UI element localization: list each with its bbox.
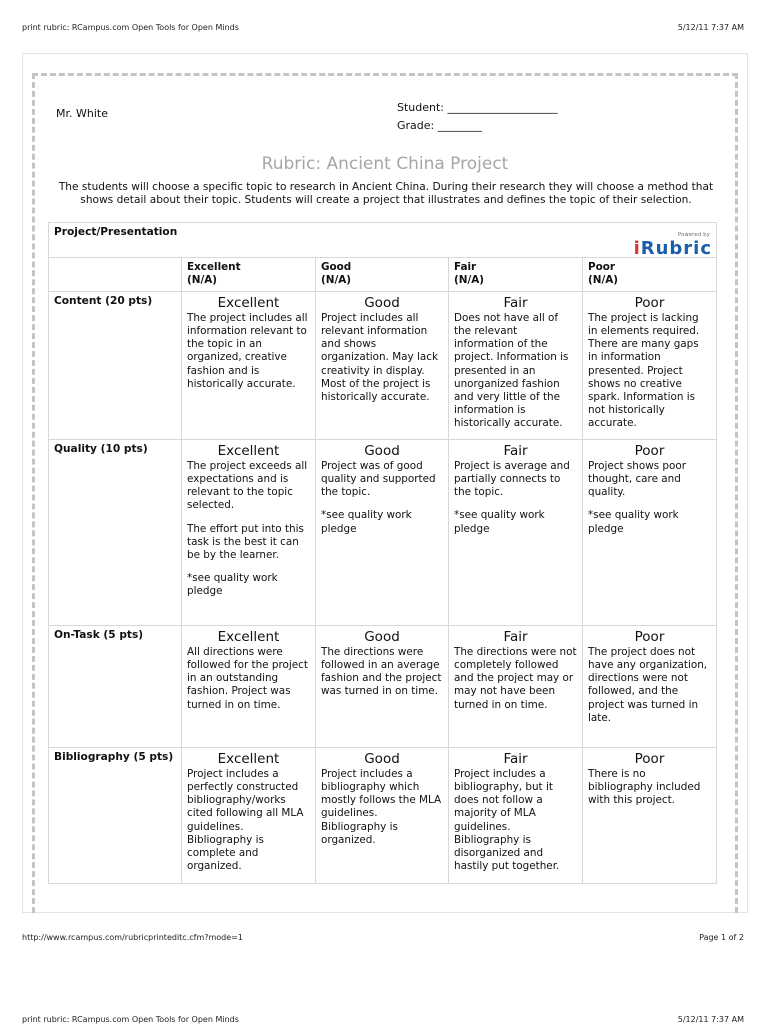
rubric-cell	[449, 292, 583, 440]
cell-description: Project shows poor thought, care and quality.	[588, 460, 687, 499]
next-page-header-datetime: 5/12/11 7:37 AM	[677, 1015, 744, 1024]
cell-description: *see quality work pledge	[187, 571, 278, 597]
grade-field: Grade: ________	[397, 119, 482, 132]
cell-level-title: Excellent	[217, 295, 280, 312]
cell-description: The directions were not completely followed and the project may or may not have been turned in on time.	[454, 646, 577, 711]
rubric-cell	[583, 626, 717, 748]
footer-page-number: Page 1 of 2	[699, 933, 744, 942]
level-header-good	[316, 258, 449, 292]
level-points: (N/A)	[588, 274, 619, 287]
levels-header-row	[49, 258, 717, 292]
rubric-cell	[583, 440, 717, 626]
cell-level-title: Excellent	[217, 751, 280, 768]
rubric-cell	[583, 292, 717, 440]
level-points: (N/A)	[454, 274, 485, 287]
cell-description: The project exceeds all expectations and is relevant to the topic selected.	[187, 460, 308, 512]
section-row	[49, 223, 717, 258]
cell-level-title: Good	[364, 295, 400, 312]
rubric-cell	[316, 292, 449, 440]
cell-level-title: Good	[364, 443, 400, 460]
cell-level-title: Excellent	[217, 443, 280, 460]
cell-description: The project includes all information relevant to the topic in an organized, creative fashion and is historically accurate.	[187, 312, 308, 390]
rubric-cell	[316, 748, 449, 884]
rubric-cell	[182, 292, 316, 440]
rubric-description: The students will choose a specific topic to research in Ancient China. During their research they will choose a method that shows detail about their topic. Students will create a project that illustrates and defines the topic of their selection.	[58, 181, 714, 206]
cell-description: Project is average and partially connects to the topic.	[454, 460, 570, 499]
cell-level-title: Fair	[503, 295, 528, 312]
cell-level-title: Poor	[634, 629, 665, 646]
cell-description: Does not have all of the relevant information of the project. Information is presented in an unorganized fashion and very little of the information is historically accurate.	[454, 312, 569, 429]
cell-level-title: Poor	[634, 751, 665, 768]
rubric-cell	[316, 440, 449, 626]
level-points: (N/A)	[187, 274, 218, 287]
cell-description: *see quality work pledge	[454, 509, 545, 535]
student-grade-block	[397, 99, 558, 135]
rubric-cell	[182, 440, 316, 626]
cell-level-title: Good	[364, 751, 400, 768]
criterion-row	[49, 626, 717, 748]
logo-i: i	[633, 238, 641, 260]
teacher-name: Mr. White	[56, 107, 108, 120]
cell-description: All directions were followed for the project in an outstanding fashion. Project was turned in on time.	[187, 646, 308, 711]
cell-level-title: Poor	[634, 295, 665, 312]
cell-level-title: Excellent	[217, 629, 280, 646]
level-name: Excellent	[187, 261, 241, 273]
cell-description: Project includes all relevant information and shows organization. May lack creativity in display. Most of the project is historically accurate.	[321, 312, 438, 403]
powered-by-text: Powered by	[678, 232, 711, 238]
browser-header-datetime: 5/12/11 7:37 AM	[677, 23, 744, 32]
cell-level-title: Fair	[503, 751, 528, 768]
level-name: Poor	[588, 261, 616, 273]
cell-description: The effort put into this task is the best it can be by the learner.	[187, 522, 304, 561]
cell-description: Project was of good quality and supported the topic.	[321, 460, 436, 499]
student-field: Student: ____________________	[397, 101, 558, 114]
rubric-page	[22, 53, 748, 913]
criteria-body	[49, 292, 717, 884]
criterion-name: On-Task (5 pts)	[49, 626, 182, 748]
cell-description: Project includes a bibliography which mostly follows the MLA guidelines. Bibliography is organized.	[321, 768, 442, 846]
criterion-name: Quality (10 pts)	[49, 440, 182, 626]
cell-description: Project includes a perfectly constructed bibliography/works cited following all MLA guidelines. Bibliography is complete and organized.	[187, 768, 304, 872]
blank-header-cell	[49, 258, 182, 292]
cell-level-title: Good	[364, 629, 400, 646]
level-header-poor	[583, 258, 717, 292]
criterion-row	[49, 440, 717, 626]
rubric-cell	[182, 748, 316, 884]
level-points: (N/A)	[321, 274, 352, 287]
cell-level-title: Poor	[634, 443, 665, 460]
browser-header-title: print rubric: RCampus.com Open Tools for Open Minds	[22, 23, 239, 32]
rubric-cell	[449, 748, 583, 884]
cell-description: The project does not have any organization, directions were not followed, and the project was turned in late.	[588, 646, 708, 724]
irubric-logo	[634, 229, 712, 258]
logo-rubric: Rubric	[640, 238, 713, 260]
rubric-cell	[449, 626, 583, 748]
level-name: Good	[321, 261, 352, 273]
criterion-name: Bibliography (5 pts)	[49, 748, 182, 884]
rubric-cell	[583, 748, 717, 884]
irubric-logo-text	[634, 238, 712, 259]
cell-description: *see quality work pledge	[588, 509, 679, 535]
level-header-fair	[449, 258, 583, 292]
rubric-title: Rubric: Ancient China Project	[261, 154, 509, 174]
rubric-cell	[449, 440, 583, 626]
level-name: Fair	[454, 261, 477, 273]
cell-description: Project includes a bibliography, but it does not follow a majority of MLA guidelines. Bibliography is disorganized and hastily put together.	[454, 768, 560, 872]
rubric-cell	[316, 626, 449, 748]
criterion-row	[49, 748, 717, 884]
rubric-cell	[182, 626, 316, 748]
section-title: Project/Presentation	[54, 226, 178, 238]
level-header-excellent	[182, 258, 316, 292]
cell-description: The project is lacking in elements required. There are many gaps in information presented. Project shows no creative spark. Information is not historically accurate.	[588, 312, 700, 429]
cell-level-title: Fair	[503, 629, 528, 646]
cell-description: There is no bibliography included with this project.	[588, 768, 701, 807]
criterion-name: Content (20 pts)	[49, 292, 182, 440]
cell-description: The directions were followed in an average fashion and the project was turned in on time.	[321, 646, 442, 698]
footer-url: http://www.rcampus.com/rubricprinteditc.cfm?mode=1	[22, 933, 243, 942]
cell-description: *see quality work pledge	[321, 509, 412, 535]
criterion-row	[49, 292, 717, 440]
next-page-header-title: print rubric: RCampus.com Open Tools for Open Minds	[22, 1015, 239, 1024]
rubric-table	[48, 222, 717, 884]
cell-level-title: Fair	[503, 443, 528, 460]
